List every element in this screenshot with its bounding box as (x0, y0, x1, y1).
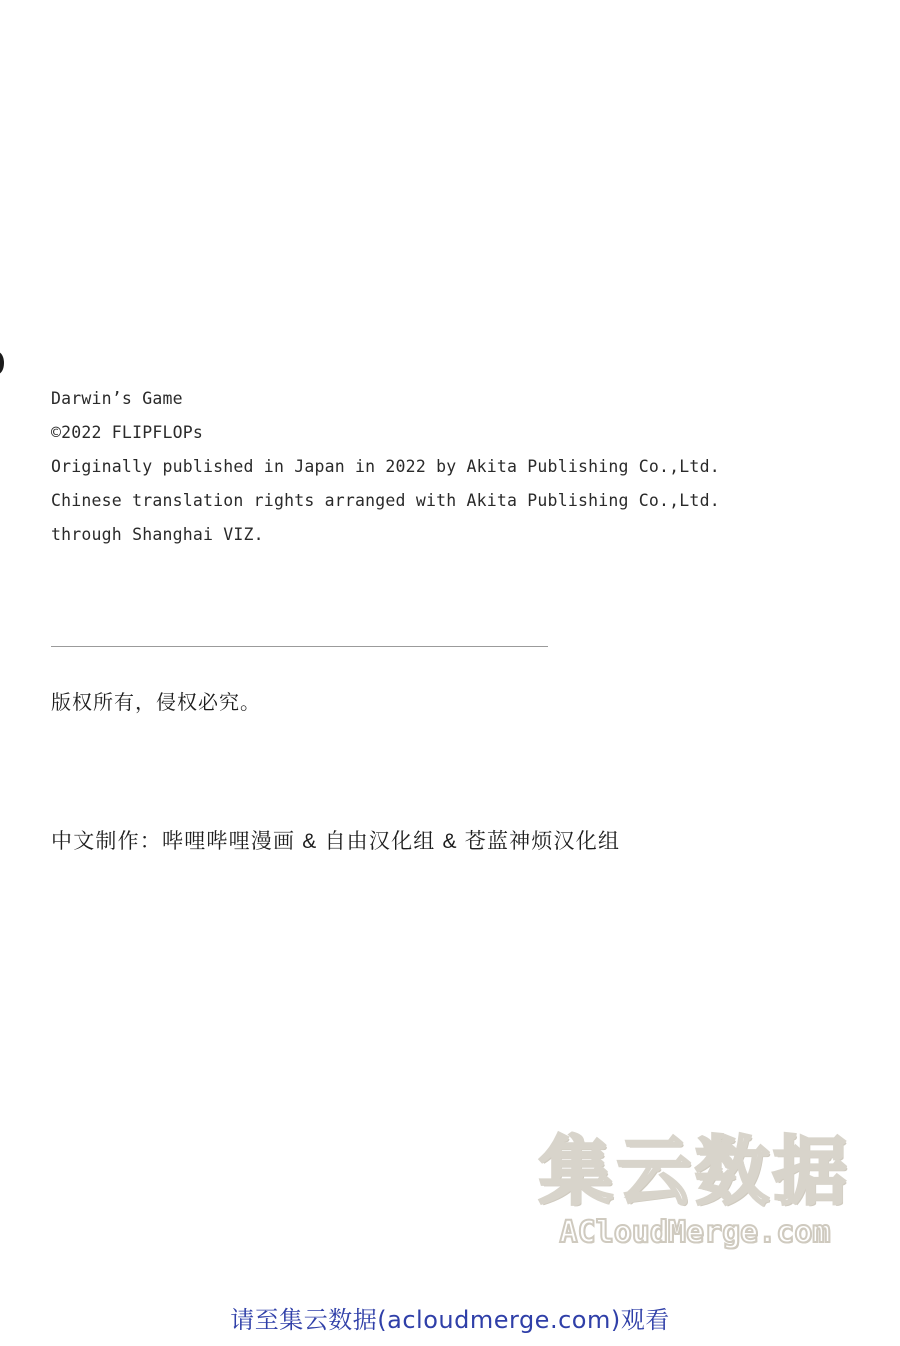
horizontal-divider (51, 646, 548, 647)
footer-notice: 请至集云数据(acloudmerge.com)观看 (230, 1306, 670, 1334)
watermark (500, 1130, 890, 1265)
rights-reserved-text: 版权所有，侵权必究。 (51, 692, 261, 714)
copyright-line-agency: through Shanghai VIZ. (51, 525, 264, 544)
credits-text: 中文制作：哔哩哔哩漫画 & 自由汉化组 & 苍蓝神烦汉化组 (51, 830, 621, 853)
copyright-line-origin: Originally published in Japan in 2022 by Akita Publishing Co.,Ltd. (51, 457, 720, 476)
watermark-chinese-text: 集云数据 (539, 1129, 851, 1215)
watermark-english-text: ACloudMerge.com (559, 1215, 831, 1250)
copyright-line-translation: Chinese translation rights arranged with Akita Publishing Co.,Ltd. (51, 491, 720, 510)
copyright-line-title: Darwin’s Game (51, 389, 183, 408)
page-edge-artifact (0, 352, 4, 374)
copyright-line-holder: ©2022 FLIPFLOPs (51, 423, 204, 442)
copyright-block (51, 382, 841, 552)
